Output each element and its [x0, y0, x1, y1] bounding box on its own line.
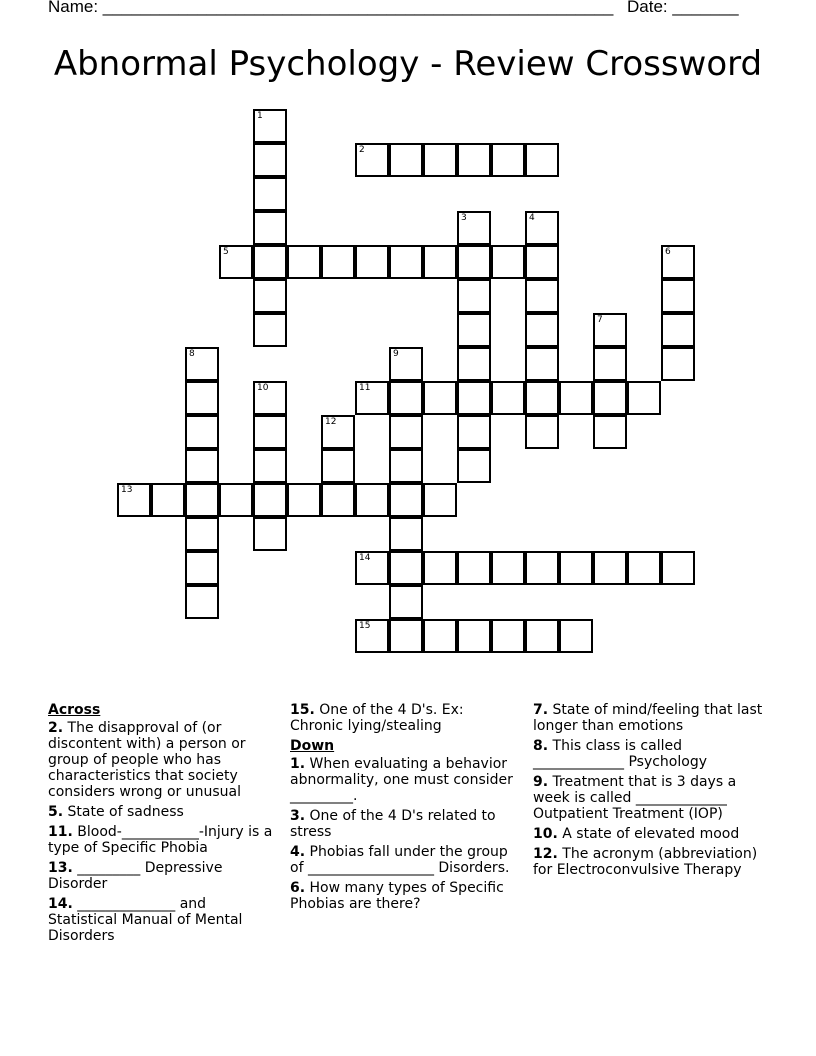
crossword-cell[interactable] [525, 347, 559, 381]
crossword-cell[interactable] [253, 381, 287, 415]
crossword-cell[interactable] [389, 619, 423, 653]
crossword-cell[interactable] [627, 551, 661, 585]
crossword-cell[interactable] [355, 143, 389, 177]
crossword-cell[interactable] [151, 483, 185, 517]
crossword-cell[interactable] [321, 449, 355, 483]
crossword-cell[interactable] [423, 551, 457, 585]
crossword-cell[interactable] [491, 245, 525, 279]
clue-number: 13 [121, 485, 133, 495]
clue-across-2: 2. The disapproval of (or discontent with) a person or group of people who has characteristics that society considers wrong or unusual [48, 720, 246, 800]
clue-across-13: 13. _________ Depressive Disorder [48, 860, 223, 892]
clue-down-1: 1. When evaluating a behavior abnormality, one must consider _________. [290, 756, 513, 804]
crossword-cell[interactable] [253, 449, 287, 483]
clue-number: 7 [597, 315, 603, 325]
crossword-cell[interactable] [525, 279, 559, 313]
clue-number: 5 [223, 247, 229, 257]
crossword-cell[interactable] [627, 381, 661, 415]
crossword-cell[interactable] [355, 551, 389, 585]
crossword-cell[interactable] [457, 143, 491, 177]
crossword-cell[interactable] [525, 381, 559, 415]
clue-number: 8 [189, 349, 195, 359]
crossword-cell[interactable] [457, 245, 491, 279]
crossword-cell[interactable] [219, 483, 253, 517]
crossword-cell[interactable] [185, 517, 219, 551]
crossword-cell[interactable] [491, 143, 525, 177]
crossword-cell[interactable] [389, 483, 423, 517]
crossword-cell[interactable] [185, 483, 219, 517]
crossword-cell[interactable] [525, 143, 559, 177]
crossword-cell[interactable] [355, 381, 389, 415]
clue-number: 4 [529, 213, 535, 223]
date-field-label: Date: _______ [627, 0, 739, 16]
crossword-cell[interactable] [423, 245, 457, 279]
crossword-cell[interactable] [661, 313, 695, 347]
crossword-cell[interactable] [661, 551, 695, 585]
crossword-cell[interactable] [457, 415, 491, 449]
crossword-cell[interactable] [185, 381, 219, 415]
crossword-cell[interactable] [253, 211, 287, 245]
crossword-cell[interactable] [457, 449, 491, 483]
clue-number: 3 [461, 213, 467, 223]
crossword-cell[interactable] [661, 347, 695, 381]
clue-across-14: 14. ______________ and Statistical Manual of Mental Disorders [48, 896, 243, 944]
crossword-cell[interactable] [423, 483, 457, 517]
crossword-cell[interactable] [491, 381, 525, 415]
crossword-cell[interactable] [389, 449, 423, 483]
crossword-cell[interactable] [389, 381, 423, 415]
crossword-cell[interactable] [287, 245, 321, 279]
crossword-cell[interactable] [559, 619, 593, 653]
crossword-cell[interactable] [593, 551, 627, 585]
crossword-cell[interactable] [253, 177, 287, 211]
crossword-cell[interactable] [423, 619, 457, 653]
page-title: Abnormal Psychology - Review Crossword [53, 44, 763, 84]
crossword-cell[interactable] [287, 483, 321, 517]
crossword-cell[interactable] [491, 551, 525, 585]
crossword-cell[interactable] [253, 109, 287, 143]
crossword-cell[interactable] [593, 415, 627, 449]
clues-column-3 [533, 702, 773, 882]
crossword-cell[interactable] [559, 551, 593, 585]
clue-number: 11 [359, 383, 371, 393]
clue-down-3: 3. One of the 4 D's related to stress [290, 808, 496, 840]
crossword-cell[interactable] [321, 245, 355, 279]
crossword-cell[interactable] [525, 551, 559, 585]
crossword-cell[interactable] [117, 483, 151, 517]
crossword-cell[interactable] [661, 279, 695, 313]
clue-down-6: 6. How many types of Specific Phobias are there? [290, 880, 504, 912]
clue-down-7: 7. State of mind/feeling that last longer than emotions [533, 702, 763, 734]
crossword-cell[interactable] [389, 245, 423, 279]
crossword-cell[interactable] [185, 449, 219, 483]
crossword-cell[interactable] [457, 347, 491, 381]
crossword-cell[interactable] [593, 347, 627, 381]
clue-number: 10 [257, 383, 269, 393]
clue-number: 1 [257, 111, 263, 121]
crossword-cell[interactable] [253, 483, 287, 517]
crossword-cell[interactable] [525, 619, 559, 653]
crossword-cell[interactable] [525, 211, 559, 245]
clue-down-9: 9. Treatment that is 3 days a week is called _____________ Outpatient Treatment (IOP) [533, 774, 737, 822]
down-heading: Down [290, 738, 335, 754]
across-heading: Across [48, 702, 101, 718]
crossword-cell[interactable] [593, 313, 627, 347]
clue-across-15: 15. One of the 4 D's. Ex: Chronic lying/stealing [290, 702, 464, 734]
crossword-cell[interactable] [253, 415, 287, 449]
clue-down-10: 10. A state of elevated mood [533, 826, 740, 842]
crossword-cell[interactable] [457, 619, 491, 653]
crossword-cell[interactable] [525, 313, 559, 347]
clue-down-4: 4. Phobias fall under the group of __________________ Disorders. [290, 844, 510, 876]
crossword-cell[interactable] [661, 245, 695, 279]
clue-across-5: 5. State of sadness [48, 804, 184, 820]
clue-down-8: 8. This class is called _____________ Psychology [533, 738, 707, 770]
clue-number: 9 [393, 349, 399, 359]
crossword-cell[interactable] [457, 313, 491, 347]
crossword-cell[interactable] [321, 483, 355, 517]
crossword-cell[interactable] [389, 347, 423, 381]
clue-number: 6 [665, 247, 671, 257]
crossword-cell[interactable] [423, 143, 457, 177]
crossword-cell[interactable] [389, 517, 423, 551]
crossword-cell[interactable] [491, 619, 525, 653]
crossword-cell[interactable] [423, 381, 457, 415]
crossword-cell[interactable] [185, 415, 219, 449]
crossword-cell[interactable] [457, 381, 491, 415]
crossword-cell[interactable] [525, 415, 559, 449]
crossword-cell[interactable] [457, 279, 491, 313]
crossword-cell[interactable] [219, 245, 253, 279]
crossword-cell[interactable] [355, 245, 389, 279]
crossword-cell[interactable] [355, 483, 389, 517]
crossword-cell[interactable] [389, 585, 423, 619]
crossword-cell[interactable] [253, 143, 287, 177]
crossword-cell[interactable] [253, 279, 287, 313]
crossword-cell[interactable] [253, 245, 287, 279]
crossword-cell[interactable] [321, 415, 355, 449]
crossword-cell[interactable] [185, 551, 219, 585]
clues-column-1 [48, 702, 276, 948]
crossword-cell[interactable] [389, 415, 423, 449]
crossword-cell[interactable] [457, 211, 491, 245]
crossword-cell[interactable] [593, 381, 627, 415]
crossword-cell[interactable] [253, 313, 287, 347]
clue-down-12: 12. The acronym (abbreviation) for Electroconvulsive Therapy [533, 846, 758, 878]
crossword-cell[interactable] [389, 143, 423, 177]
crossword-cell[interactable] [525, 245, 559, 279]
crossword-cell[interactable] [185, 585, 219, 619]
clue-across-11: 11. Blood-___________-Injury is a type of Specific Phobia [48, 824, 273, 856]
clues-column-2 [290, 702, 518, 916]
crossword-cell[interactable] [559, 381, 593, 415]
crossword-cell[interactable] [185, 347, 219, 381]
name-field-label: Name: ______________________________________________________ [48, 0, 614, 16]
clue-number: 14 [359, 553, 371, 563]
crossword-cell[interactable] [355, 619, 389, 653]
crossword-cell[interactable] [457, 551, 491, 585]
crossword-cell[interactable] [253, 517, 287, 551]
clue-number: 15 [359, 621, 371, 631]
clue-number: 2 [359, 145, 365, 155]
clue-number: 12 [325, 417, 337, 427]
crossword-cell[interactable] [389, 551, 423, 585]
